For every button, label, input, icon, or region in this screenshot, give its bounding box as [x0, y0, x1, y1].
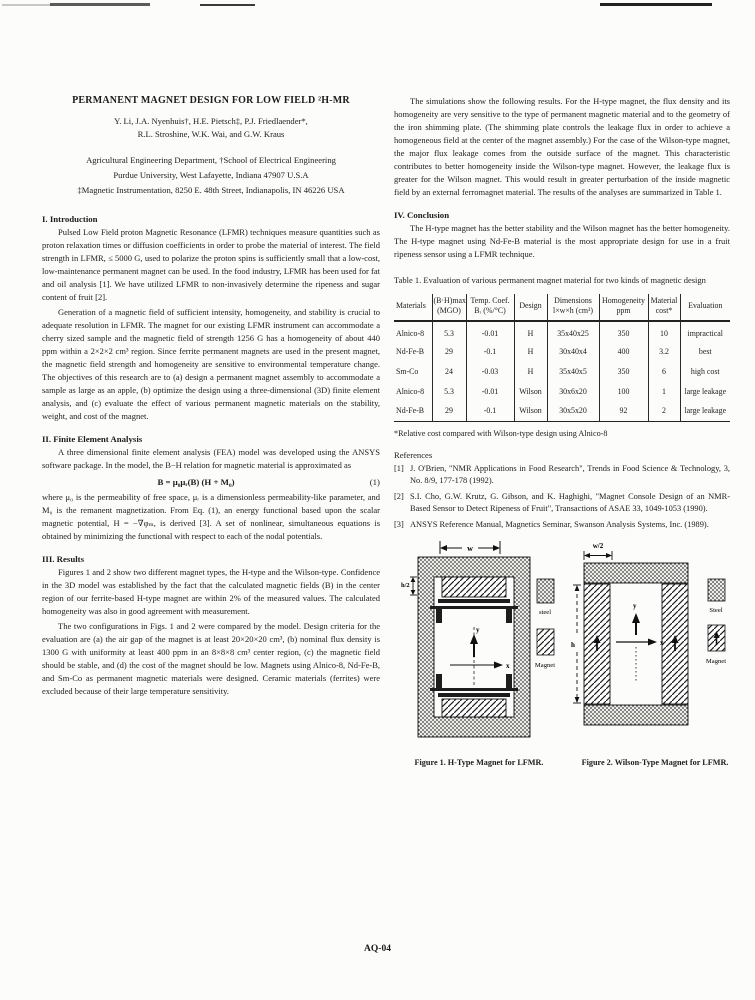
- x-axis-label: x: [660, 639, 664, 647]
- legend-steel-label: Steel: [709, 607, 723, 614]
- cell: Wilson: [514, 401, 547, 421]
- intro-paragraph-2: Generation of a magnetic field of sufficient intensity, homogeneity, and stability is crucial to adequate resolution in LFMR. The magnet for our existing LFMR instrument can accommodate a cherry sized sample and the magnetic field of strength 1256 G has a homogeneity of about 440 ppm within a 2×2×2 cm³ region. Since ferrite permanent magnets are used in the present magnet, the magnetic field strength and homogeneity are sensitive to environmental temperature change. The objectives of this research are to (a) design a permanent magnet assembly to accommodate a sample as large as an apple, (b) optimize the design using a three-dimensional (3D) finite element analysis, and (c) evaluate the effect of various permanent magnetic materials on the stability, weight, and cost of the magnet.: [42, 307, 380, 421]
- cell: -0.01: [466, 381, 514, 401]
- equation-number: (1): [369, 477, 380, 487]
- wilson-type-magnet-diagram: [570, 539, 740, 749]
- cell: Nd-Fe-B: [396, 346, 425, 356]
- cell: 30x40x4: [547, 341, 599, 361]
- section-heading-results: III. Results: [42, 554, 85, 564]
- cell: 350: [599, 321, 648, 341]
- cell: 30x5x20: [547, 401, 599, 421]
- table-row: [394, 381, 730, 401]
- cell: 100: [599, 381, 648, 401]
- x-axis-arrow: [616, 639, 657, 646]
- cell: high cost: [680, 361, 730, 381]
- cell: 6: [648, 361, 680, 381]
- cell: H: [514, 321, 547, 341]
- figure-1-caption: Figure 1. H-Type Magnet for LFMR.: [414, 758, 544, 767]
- section-heading-fea: II. Finite Element Analysis: [42, 434, 143, 444]
- cell: 5.3: [432, 321, 466, 341]
- half-width-dimension-marker: [584, 551, 612, 560]
- figures-row: [394, 539, 730, 767]
- reference-label: [3]: [394, 519, 404, 529]
- half-height-dimension-marker: [410, 577, 417, 595]
- cell: 24: [432, 361, 466, 381]
- results-paragraph-2: The two configurations in Figs. 1 and 2 were compared by the model. Design criteria for the evaluation are (a) the air gap of the magnet is at least 20×20×20 cm³, (b) nominal flux density is 1300 G with uniformity at least 400 ppm in an 8×8×8 cm³ center region, (c) the magnetic field should be stable, and (d) the cost of the magnet should be low. Magnets using Alnico-8, Nd-Fe-B, and Sm-Co as permanent magnetic materials were designed. Ceramic materials (ferrites) were excluded because of their large temperature sensitivity.: [42, 621, 380, 696]
- x-axis-label: x: [506, 662, 510, 670]
- y-axis-label: y: [476, 626, 480, 634]
- top-pole-bracket: [430, 606, 518, 623]
- cell: -0.01: [466, 321, 514, 341]
- top-shim-plate: [438, 599, 510, 603]
- table-footnote: *Relative cost compared with Wilson-type design using Alnico-8: [394, 428, 608, 438]
- affiliation-line-2: Purdue University, West Lafayette, Indiana 47907 U.S.A: [113, 170, 309, 180]
- col-header-materials: Materials: [394, 294, 432, 321]
- evaluation-table: [394, 294, 730, 422]
- reference-item: [394, 491, 730, 516]
- table-row: [394, 361, 730, 381]
- results-paragraph-1: Figures 1 and 2 show two different magnet types, the H-type and the Wilson-type. Confidence in the 3D model was established by the fact that the calculated magnetic fields (B) in the center region of our ferrite-based H-type magnet are within 2% of the measured values. The calculated homogeneity was also in good agreement with measurement.: [42, 567, 380, 616]
- conclusion-paragraph: The H-type magnet has the better stability and the Wilson magnet has the better homogeneity. The H-type magnet using Nd-Fe-B material is the most appropriate design for use in a fruit ripeness sensor using a LFMR technique.: [394, 223, 730, 259]
- figure-2-caption: Figure 2. Wilson-Type Magnet for LFMR.: [581, 758, 729, 767]
- figure-1-h-type-magnet: [400, 539, 558, 767]
- legend-magnet-label: Magnet: [534, 662, 556, 669]
- simulation-paragraph: The simulations show the following results. For the H-type magnet, the flux density and its homogeneity are very sensitive to the type of permanent magnetic material and to the geometry of the iron shimming plate. (The shimming plate controls the leakage flux in order to achieve a homogeneous field at the center of the magnet assembly.) For the case of the Wilson-type magnet, the major flux leakage comes from the outside surface of the magnet. This characteristic contributes to better homogeneity inside the Wilson-type magnet. However, the leakage flux is greater for the Wilson magnet. This would result in greater perturbation of the inside magnetic field by an external ferromagnet material. The results of the analyses are summarized in Table 1.: [394, 96, 730, 197]
- intro-paragraph-1: Pulsed Low Field proton Magnetic Resonance (LFMR) techniques measure quantities such as proton relaxation times or diffusion coefficients in order to probe the material of interest. The field strength in LFMR, ≤ 5000 G, used to polarize the proton spins is sufficiently small that a low-cost, low-maintenance permanent magnet can be used. In the food industry, LFMR has been used for fat and oil analysis [1]. We have utilized LFMR to non-invasively determine the ripeness and sugar content of fruit [2].: [42, 227, 380, 302]
- cell: 400: [599, 341, 648, 361]
- references-heading: References: [394, 449, 433, 460]
- col-header-homogeneity: Homogeneity ppm: [599, 294, 648, 321]
- width-label: w: [467, 544, 473, 553]
- reference-text: J. O'Brien, "NMR Applications in Food Research", Trends in Food Science & Technology, 3, No. 8/9, 177-178 (1992).: [410, 463, 730, 485]
- cell: 3.2: [648, 341, 680, 361]
- legend-magnet-swatch: [537, 629, 554, 655]
- cell: H: [514, 341, 547, 361]
- cell: 35x40x25: [547, 321, 599, 341]
- affiliation-line-3: ‡Magnetic Instrumentation, 8250 E. 48th Street, Indianapolis, IN 46226 USA: [77, 185, 345, 195]
- cell: 29: [432, 341, 466, 361]
- cell: 30x6x20: [547, 381, 599, 401]
- reference-item: [394, 463, 730, 488]
- cell: 35x40x5: [547, 361, 599, 381]
- legend-magnet-label: Magnet: [705, 658, 727, 665]
- legend-steel-label: steel: [538, 609, 552, 616]
- col-header-material-cost: Material cost*: [648, 294, 680, 321]
- affiliation-line-1: Agricultural Engineering Department, †School of Electrical Engineering: [86, 155, 336, 165]
- col-header-evaluation: Evaluation: [680, 294, 730, 321]
- reference-item: [394, 519, 730, 532]
- cell: Alnico-8: [396, 328, 425, 338]
- reference-text: S.I. Cho, G.W. Krutz, G. Gibson, and K. Haghighi, "Magnet Console Design of an NMR-Based Sensor to Detect Ripeness of Fruit", Transactions of ASAE 33, 1049-1053 (1990).: [410, 491, 730, 513]
- bottom-steel-plate: [584, 705, 688, 725]
- section-heading-conclusion: IV. Conclusion: [394, 210, 450, 220]
- cell: 2: [648, 401, 680, 421]
- author-list: [42, 115, 380, 141]
- table-header-row: [394, 294, 730, 321]
- table-caption: Table 1. Evaluation of various permanent magnet material for two kinds of magnetic design: [394, 275, 706, 285]
- page-number: AQ-04: [364, 944, 391, 954]
- cell: Alnico-8: [396, 386, 425, 396]
- scan-artifact-line: [600, 3, 712, 6]
- table-row: [394, 341, 730, 361]
- table-row: [394, 401, 730, 421]
- fea-paragraph-1: A three dimensional finite element analysis (FEA) model was developed using the ANSYS software package. In the model, the B−H relation for magnetic material is approximated as: [42, 447, 380, 470]
- table-row: [394, 321, 730, 341]
- authors-line-2: R.L. Stroshine, W.K. Wai, and G.W. Kraus: [137, 129, 285, 139]
- col-header-design: Design: [514, 294, 547, 321]
- cell: 350: [599, 361, 648, 381]
- x-axis-arrow: [450, 662, 503, 669]
- equation-body: B = μ₀μᵣ(B) (H + M₀): [157, 477, 235, 487]
- y-axis-arrow: [470, 634, 478, 657]
- col-header-temp-coef: Temp. Coef. Bᵣ (%/°C): [466, 294, 514, 321]
- top-magnet: [442, 577, 506, 597]
- height-label: h: [571, 641, 575, 649]
- cell: large leakage: [680, 381, 730, 401]
- cell: best: [680, 341, 730, 361]
- left-column: [42, 95, 380, 767]
- col-header-dimensions: Dimensions l×w×h (cm³): [547, 294, 599, 321]
- section-heading-introduction: I. Introduction: [42, 214, 98, 224]
- cell: -0.1: [466, 401, 514, 421]
- cell: 29: [432, 401, 466, 421]
- authors-line-1: Y. Li, J.A. Nyenhuis†, H.E. Pietsch‡, P.J. Friedlaender*,: [114, 116, 308, 126]
- affiliations: [42, 153, 380, 198]
- bottom-magnet: [442, 699, 506, 717]
- top-steel-plate: [584, 563, 688, 583]
- reference-text: ANSYS Reference Manual, Magnetics Seminar, Swanson Analysis Systems, Inc. (1989).: [410, 519, 709, 529]
- y-axis-label: y: [633, 602, 637, 610]
- cell: Sm-Co: [396, 366, 419, 376]
- legend-steel-swatch: [708, 579, 725, 601]
- cell: 92: [599, 401, 648, 421]
- cell: -0.1: [466, 341, 514, 361]
- cell: 1: [648, 381, 680, 401]
- reference-label: [2]: [394, 491, 404, 501]
- col-header-bhmax: (B·H)max (MGO): [432, 294, 466, 321]
- equation-1: [42, 477, 380, 487]
- reference-label: [1]: [394, 463, 404, 473]
- fea-paragraph-2: where μ₀ is the permeability of free space, μᵣ is a dimensionless permeability-like parameter, and M₀ is the remanent magnetization. From Eq. (1), an energy functional based upon the scalar magnetic potential, H = −∇φₘ, is derived [3]. A set of nonlinear, simultaneous equations is obtained by minimizing the functional with respect to each of the nodal potentials.: [42, 492, 380, 541]
- bottom-shim-plate: [438, 693, 510, 697]
- half-height-label: h/2: [401, 582, 410, 589]
- figure-2-wilson-type-magnet: [570, 539, 740, 767]
- half-width-label: w/2: [592, 542, 604, 550]
- cell: Wilson: [514, 381, 547, 401]
- paper-title: PERMANENT MAGNET DESIGN FOR LOW FIELD ²H-MR: [72, 95, 350, 106]
- cell: 10: [648, 321, 680, 341]
- cell: Nd-Fe-B: [394, 401, 432, 421]
- y-axis-arrow: [632, 613, 640, 635]
- scan-artifact-line: [50, 3, 150, 6]
- cell: impractical: [680, 321, 730, 341]
- cell: large leakage: [680, 401, 730, 421]
- cell: 5.3: [432, 381, 466, 401]
- h-type-magnet-diagram: [400, 539, 558, 749]
- cell: H: [514, 361, 547, 381]
- scan-artifact-line: [200, 4, 255, 6]
- right-column: [394, 95, 730, 767]
- legend-steel-swatch: [537, 579, 554, 603]
- scan-artifact-line: [2, 4, 50, 6]
- cell: -0.03: [466, 361, 514, 381]
